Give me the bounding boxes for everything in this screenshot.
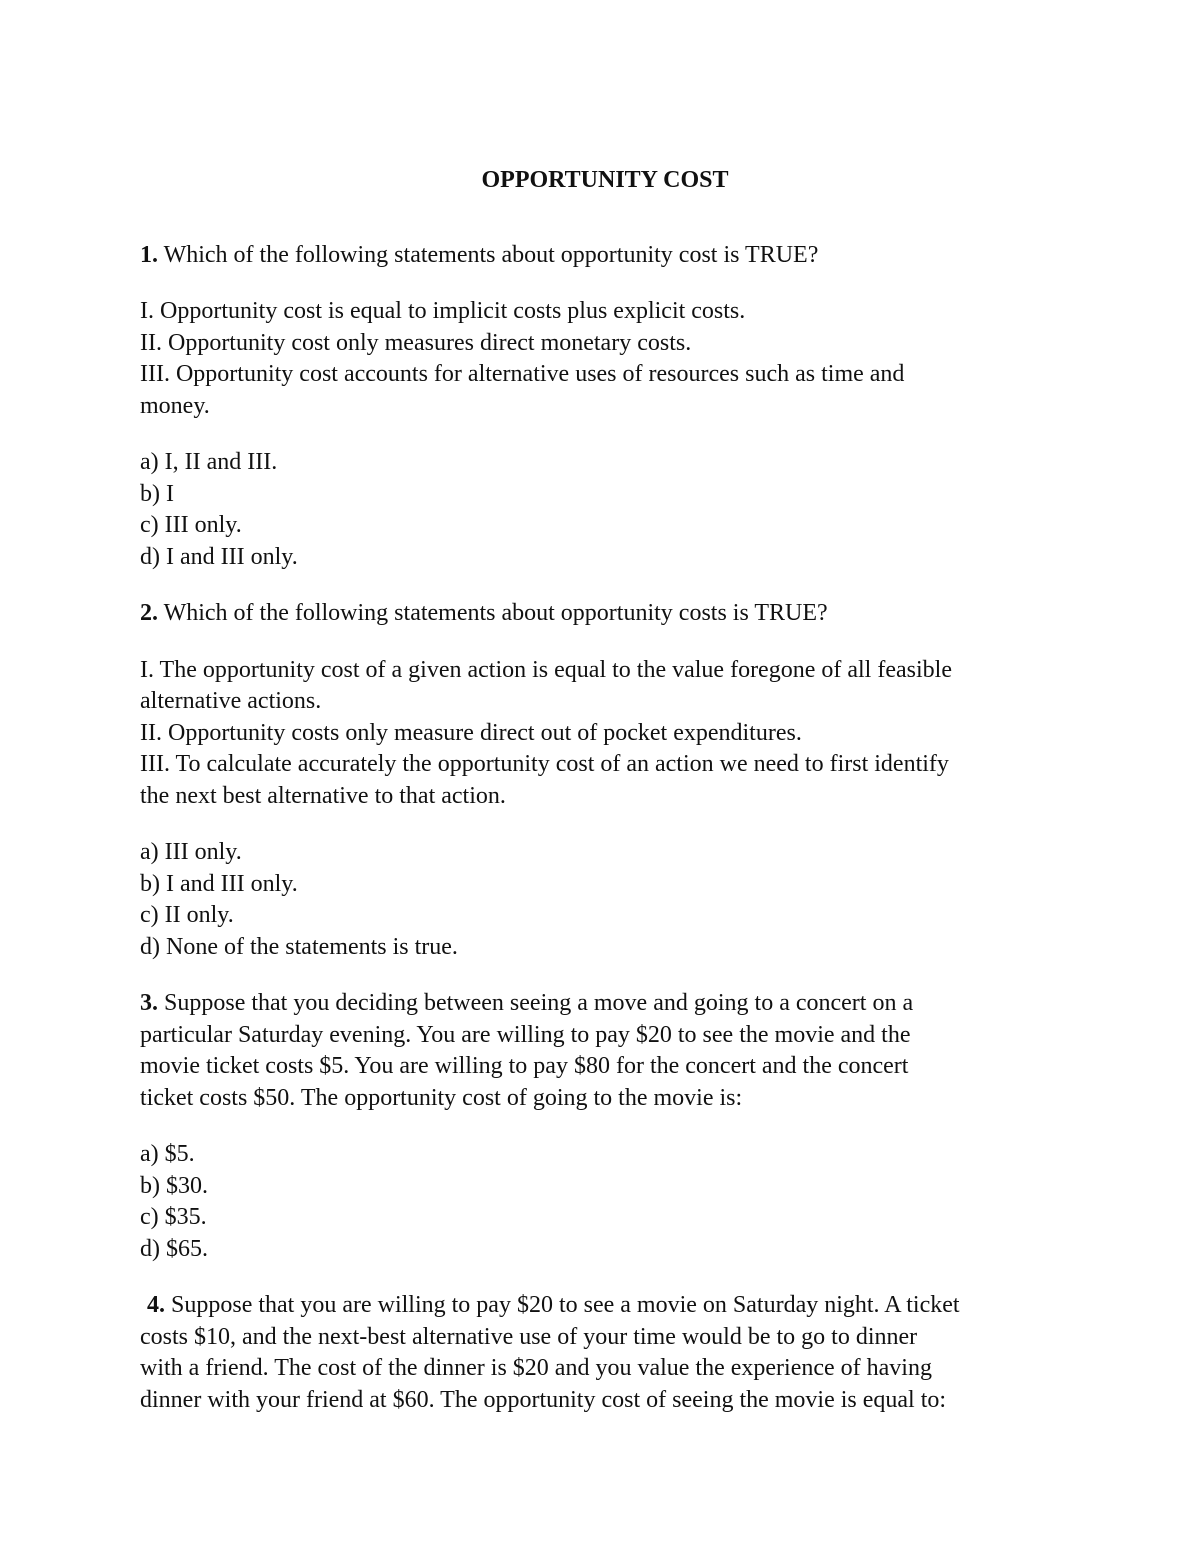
document-title: OPPORTUNITY COST <box>481 167 729 193</box>
question-2-statement: III. To calculate accurately the opportunity cost of an action we need to first identify <box>140 751 949 777</box>
question-2-statement: the next best alternative to that action. <box>140 782 506 809</box>
question-3-option-c: c) $35. <box>140 1204 207 1230</box>
question-2-option-b: b) I and III only. <box>140 870 298 897</box>
question-2-statement: I. The opportunity cost of a given action is equal to the value foregone of all feasible <box>140 656 952 683</box>
question-2 <box>140 598 1090 963</box>
question-3-option-d: d) $65. <box>140 1235 208 1262</box>
question-1-option-d: d) I and III only. <box>140 543 298 570</box>
question-4-stem-line: with a friend. The cost of the dinner is $20 and you value the experience of having <box>140 1355 932 1381</box>
question-4 <box>140 1290 1090 1416</box>
question-2-option-d: d) None of the statements is true. <box>140 933 458 960</box>
question-3-stem-line: particular Saturday evening. You are willing to pay $20 to see the movie and the <box>140 1021 911 1048</box>
question-2-stem: 2. Which of the following statements about opportunity costs is TRUE? <box>140 600 828 626</box>
question-1-statement: money. <box>140 392 210 419</box>
question-1-option-b: b) I <box>140 480 174 507</box>
question-3-option-b: b) $30. <box>140 1172 208 1199</box>
question-3-number: 3. <box>140 990 158 1016</box>
question-1 <box>140 240 1090 574</box>
question-1-stem: 1. Which of the following statements about opportunity cost is TRUE? <box>140 241 819 268</box>
document-page <box>140 165 1090 1416</box>
question-4-stem-line: dinner with your friend at $60. The opportunity cost of seeing the movie is equal to: <box>140 1386 947 1413</box>
question-1-statement: III. Opportunity cost accounts for alternative uses of resources such as time and <box>140 361 905 387</box>
question-3-stem: 3. Suppose that you deciding between seeing a move and going to a concert on a <box>140 990 914 1016</box>
question-1-option-a: a) I, II and III. <box>140 449 278 475</box>
question-1-statement: I. Opportunity cost is equal to implicit costs plus explicit costs. <box>140 298 746 324</box>
question-2-option-a: a) III only. <box>140 839 242 865</box>
question-4-stem: 4. Suppose that you are willing to pay $20 to see a movie on Saturday night. A ticket <box>147 1292 960 1318</box>
question-3-stem-line: ticket costs $50. The opportunity cost of going to the movie is: <box>140 1084 743 1111</box>
question-2-statement: II. Opportunity costs only measure direct out of pocket expenditures. <box>140 719 802 746</box>
question-1-statement: II. Opportunity cost only measures direct monetary costs. <box>140 329 692 356</box>
question-2-number: 2. <box>140 600 158 626</box>
question-3 <box>140 988 1090 1265</box>
question-4-stem-line: costs $10, and the next-best alternative use of your time would be to go to dinner <box>140 1323 918 1350</box>
question-1-option-c: c) III only. <box>140 512 242 538</box>
question-2-option-c: c) II only. <box>140 902 234 928</box>
question-2-statement: alternative actions. <box>140 688 322 714</box>
question-4-number: 4. <box>147 1292 165 1318</box>
question-1-number: 1. <box>140 241 158 268</box>
question-3-stem-line: movie ticket costs $5. You are willing to pay $80 for the concert and the concert <box>140 1053 909 1079</box>
question-3-option-a: a) $5. <box>140 1141 195 1167</box>
